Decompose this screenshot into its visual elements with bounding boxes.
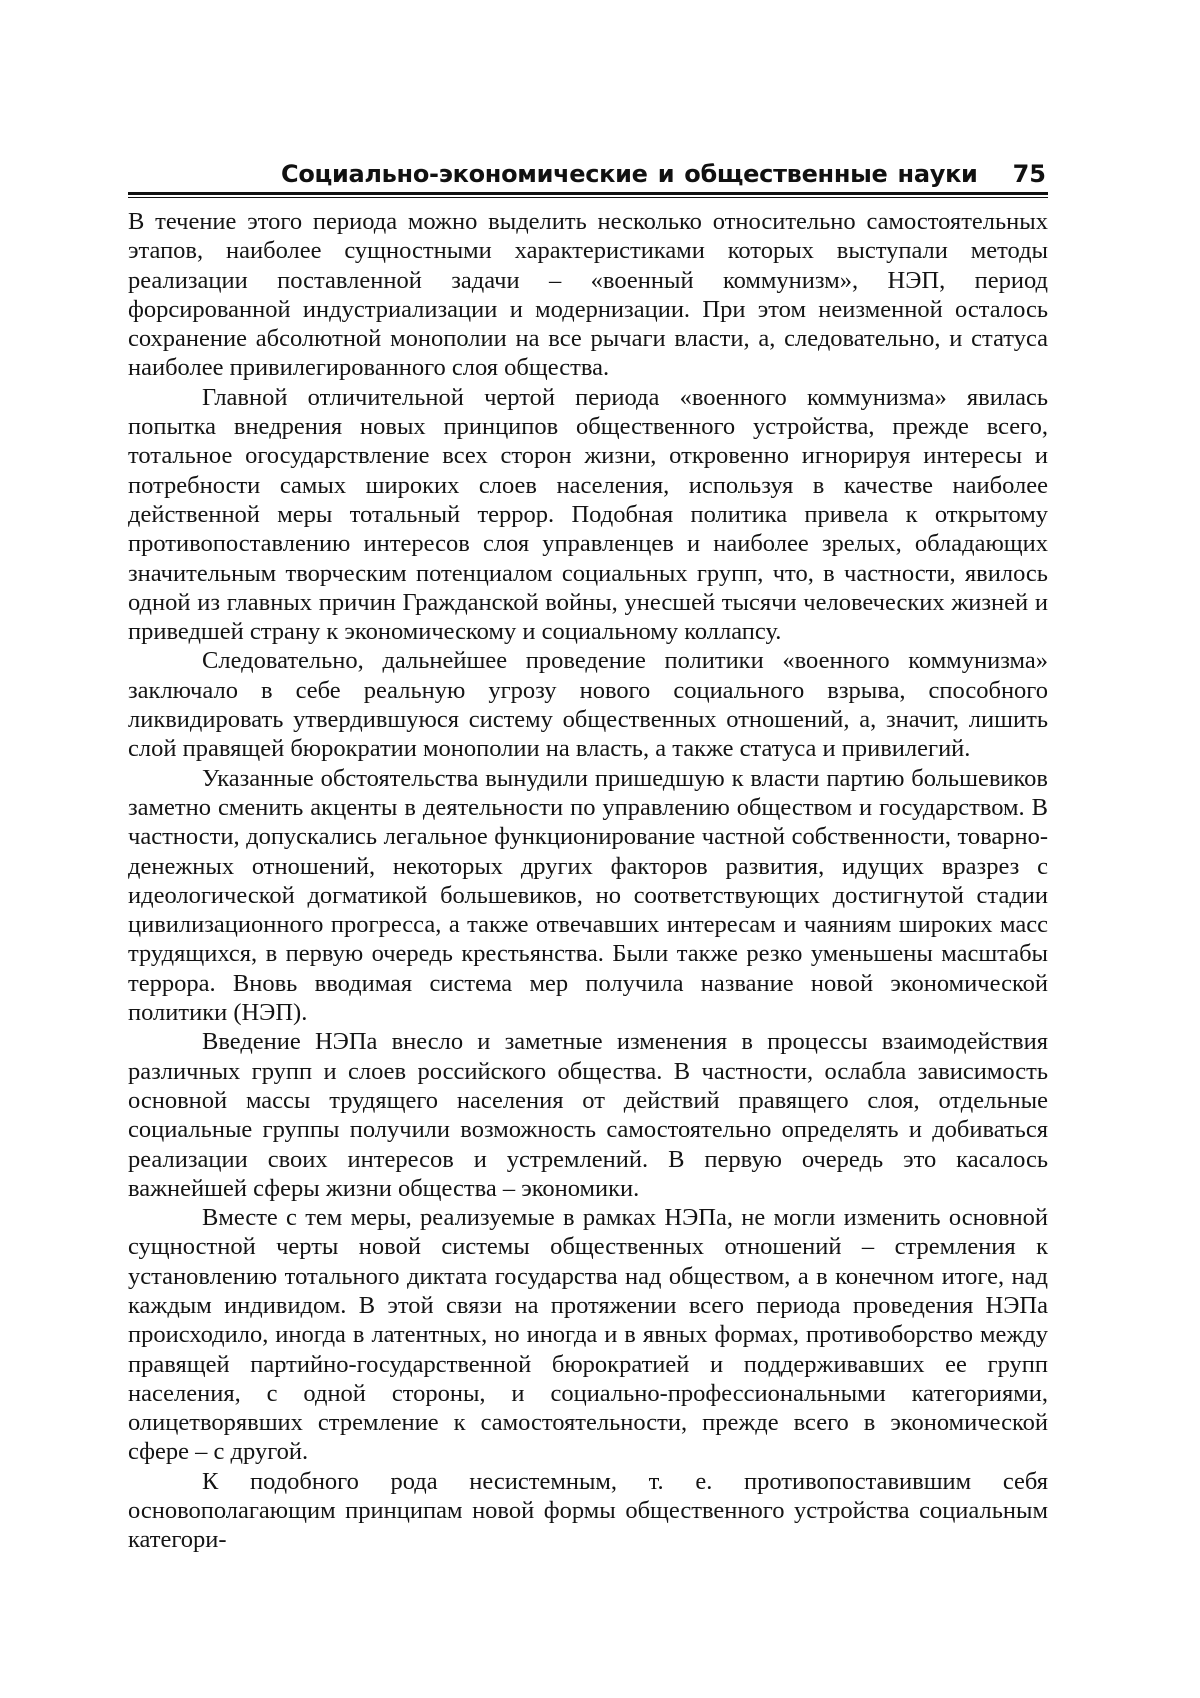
paragraph: Вместе с тем меры, реализуемые в рамках НЭПа, не могли изменить основной сущностной черты новой системы общественных отношений – стремления к установлению тотального диктата государства над обществом, а в конечном итоге, над каждым индивидом. В этой связи на протяжении всего периода проведения НЭПа происходило, иногда в латентных, но иногда и в явных формах, противоборство между правящей партийно-государственной бюрократией и поддерживавших ее групп населения, с одной стороны, и социально-профессиональными категориями, олицетворявших стремление к самостоятельности, прежде всего в экономической сфере – с другой. (128, 1204, 1048, 1466)
paragraph: Главной отличительной чертой периода «военного коммунизма» явилась попытка внедрения новых принципов общественного устройства, прежде всего, тотальное огосударствление всех сторон жизни, откровенно игнорируя интересы и потребности самых широких слоев населения, используя в качестве наиболее действенной меры тотальный террор. Подобная политика привела к открытому противопоставлению интересов слоя управленцев и наиболее зрелых, обладающих значительным творческим потенциалом социальных групп, что, в частности, явилось одной из главных причин Гражданской войны, унесшей тысячи человеческих жизней и приведшей страну к экономическому и социальному коллапсу. (128, 383, 1048, 646)
header-rule (128, 192, 1048, 198)
running-title: Социально-экономические и общественные науки (281, 160, 978, 188)
page-number: 75 (1012, 160, 1046, 188)
book-page (128, 158, 1048, 1555)
body-text (128, 207, 1048, 1555)
running-header (128, 158, 1048, 190)
paragraph: Введение НЭПа внесло и заметные изменения в процессы взаимодействия различных групп и слоев российского общества. В частности, ослабла зависимость основной массы трудящего населения от действий правящего слоя, отдельные социальные группы получили возможность самостоятельно определять и добиваться реализации своих интересов и устремлений. В первую очередь это касалось важнейшей сферы жизни общества – экономики. (128, 1028, 1048, 1202)
paragraph: К подобного рода несистемным, т. е. противопоставившим себя основополагающим принципам новой формы общественного устройства социальным категори- (128, 1467, 1048, 1554)
paragraph: Указанные обстоятельства вынудили пришедшую к власти партию большевиков заметно сменить акценты в деятельности по управлению обществом и государством. В частности, допускались легальное функционирование частной собственности, товарно-денежных отношений, некоторых других факторов развития, идущих вразрез с идеологической догматикой большевиков, но соответствующих достигнутой стадии цивилизационного прогресса, а также отвечавших интересам и чаяниям широких масс трудящихся, в первую очередь крестьянства. Были также резко уменьшены масштабы террора. Вновь вводимая система мер получила название новой экономической политики (НЭП). (128, 764, 1048, 1027)
paragraph: В течение этого периода можно выделить несколько относительно самостоятельных этапов, наиболее сущностными характеристиками которых выступали методы реализации поставленной задачи – «военный коммунизм», НЭП, период форсированной индустриализации и модернизации. При этом неизменной осталось сохранение абсолютной монополии на все рычаги власти, а, следовательно, и статуса наиболее привилегированного слоя общества. (128, 208, 1048, 382)
paragraph: Следовательно, дальнейшее проведение политики «военного коммунизма» заключало в себе реальную угрозу нового социального взрыва, способного ликвидировать утвердившуюся систему общественных отношений, а, значит, лишить слой правящей бюрократии монополии на власть, а также статуса и привилегий. (128, 647, 1048, 763)
